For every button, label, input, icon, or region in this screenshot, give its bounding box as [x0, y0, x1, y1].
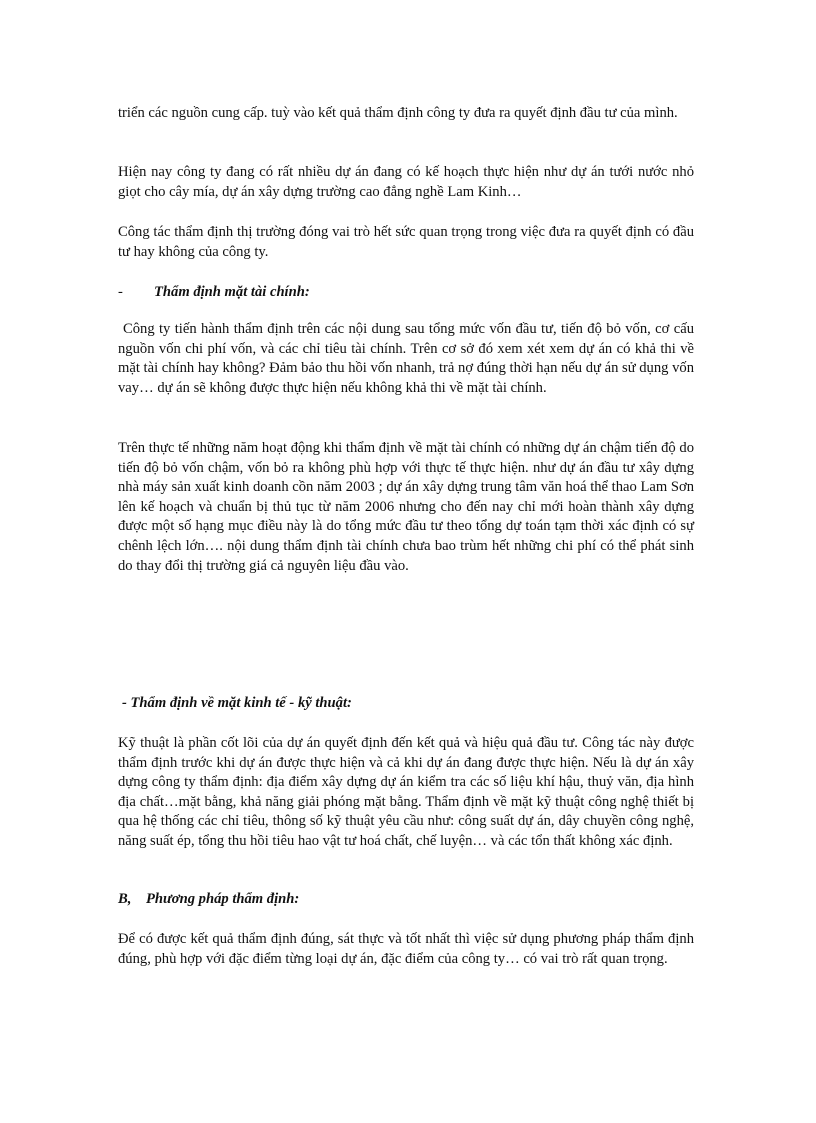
heading-method-prefix: B,	[118, 891, 132, 907]
paragraph-method-content: Để có được kết quả thẩm định đúng, sát thực và tốt nhất thì việc sử dụng phương pháp thẩm định đúng, phù hợp với đặc điểm từng loại dự án, đặc điểm của công ty… có vai trò rất quan trọng.	[118, 931, 694, 967]
heading-technical-appraisal: - Thẩm định về mặt kinh tế - kỹ thuật:	[122, 695, 352, 711]
heading-financial-appraisal	[118, 283, 310, 303]
paragraph-investment-decision: triển các nguồn cung cấp. tuỳ vào kết quả thẩm định công ty đưa ra quyết định đầu tư của mình.	[118, 105, 678, 121]
heading-method-text: Phương pháp thẩm định:	[146, 891, 300, 907]
paragraph-market-appraisal: Công tác thẩm định thị trường đóng vai trò hết sức quan trọng trong việc đưa ra quyết định có đầu tư hay không của công ty.	[118, 224, 694, 260]
heading-dash: -	[118, 284, 123, 300]
heading-financial-text: Thẩm định mặt tài chính:	[154, 284, 310, 300]
paragraph-financial-content: Công ty tiến hành thẩm định trên các nội dung sau tổng mức vốn đầu tư, tiến độ bỏ vốn, cơ cấu nguồn vốn chi phí vốn, và các chỉ tiêu tài chính. Trên cơ sở đó xem xét xem dự án có khả thi về mặt tài chính hay không? Đảm bảo thu hồi vốn nhanh, trả nợ đúng thời hạn nếu dự án sử dụng vốn vay… dự án sẽ không được thực hiện nếu không khả thi về mặt tài chính.	[118, 321, 694, 396]
paragraph-current-projects: Hiện nay công ty đang có rất nhiều dự án đang có kế hoạch thực hiện như dự án tưới nước nhỏ giọt cho cây mía, dự án xây dựng trường cao đẳng nghề Lam Kinh…	[118, 164, 694, 200]
paragraph-financial-practice: Trên thực tế những năm hoạt động khi thẩm định về mặt tài chính có những dự án chậm tiến độ do tiến độ bỏ vốn chậm, vốn bỏ ra không phù hợp với thực tế thực hiện. như dự án đầu tư xây dựng nhà máy sản xuất kinh doanh cồn năm 2003 ; dự án xây dựng trung tâm văn hoá thể thao Lam Sơn lên kế hoạch và chuẩn bị thủ tục từ năm 2006 nhưng cho đến nay chỉ mới hoàn thành xây dựng được một số hạng mục điều này là do tổng mức đầu tư theo tổng dự toán tạm thời xác định có sự chênh lệch lớn…. nội dung thẩm định tài chính chưa bao trùm hết những chi phí có thể phát sinh do thay đổi thị trường giá cả nguyên liệu đầu vào.	[118, 440, 694, 574]
paragraph-technical-content: Kỹ thuật là phần cốt lõi của dự án quyết định đến kết quả và hiệu quả đầu tư. Công tác này được thẩm định trước khi dự án được thực hiện và cả khi dự án đang được thực hiện. Nếu là dự án xây dựng công ty thẩm định: địa điểm xây dựng dự án kiểm tra các số liệu khí hậu, thuỷ văn, địa hình địa chất…mặt bằng, khả năng giải phóng mặt bằng. Thẩm định về mặt kỹ thuật công nghệ thiết bị qua hệ thống các chỉ tiêu, thông số kỹ thuật yêu cầu như: công suất dự án, dây chuyền công nghệ, năng suất ép, tổng thu hồi tiêu hao vật tư hoá chất, chế luyện… và các tổn thất không xác định.	[118, 735, 694, 849]
heading-appraisal-method	[118, 890, 299, 910]
